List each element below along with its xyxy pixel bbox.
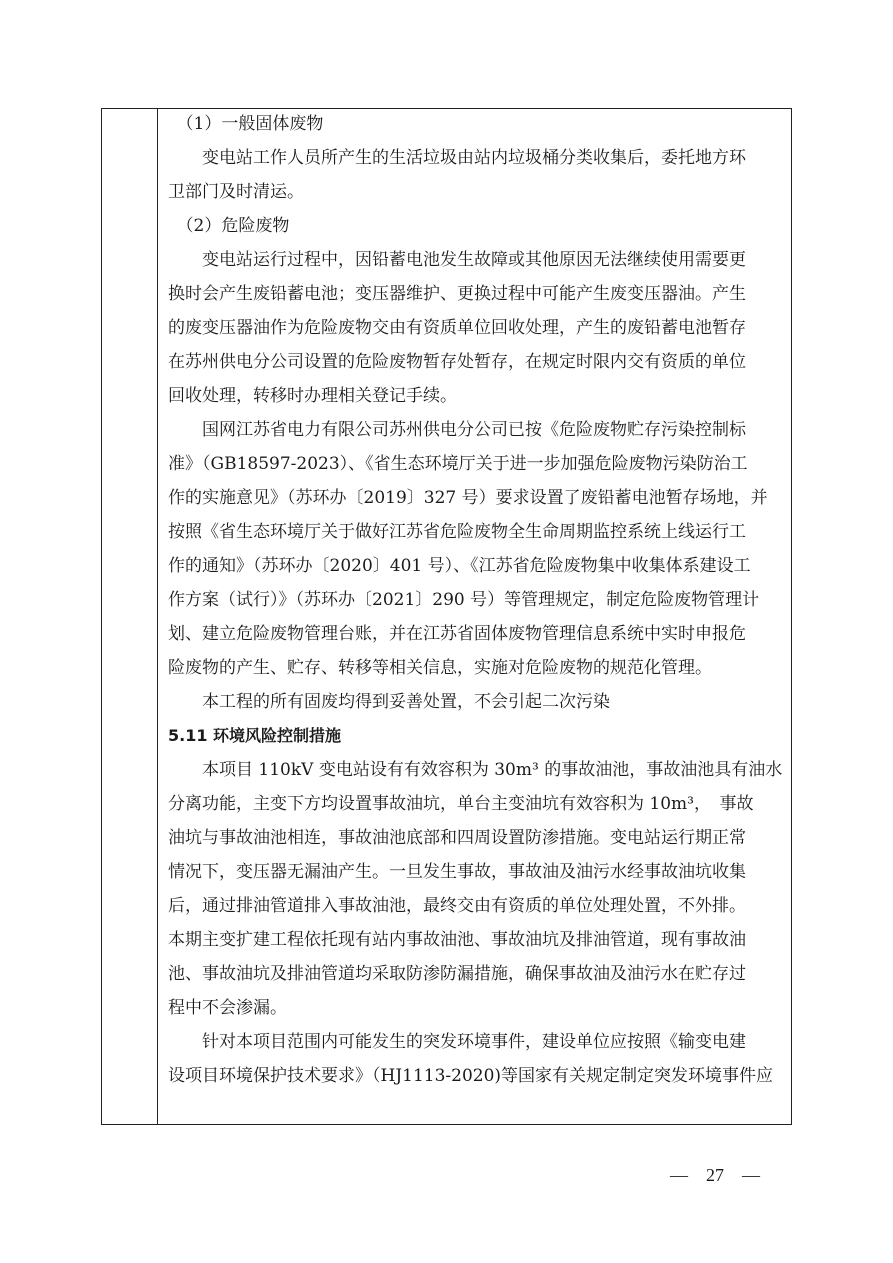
paragraph-line: 变电站运行过程中，因铅蓄电池发生故障或其他原因无法继续使用需要更 bbox=[168, 250, 746, 270]
paragraph-line: 按照《省生态环境厅关于做好江苏省危险废物全生命周期监控系统上线运行工 bbox=[168, 522, 746, 542]
table-content-cell bbox=[168, 109, 786, 1124]
paragraph-line: 卫部门及时清运。 bbox=[168, 182, 304, 202]
paragraph-line: 后，通过排油管道排入事故油池，最终交由有资质的单位处理处置，不外排。 bbox=[168, 896, 746, 916]
subheading-hazardous-waste: （2）危险废物 bbox=[168, 216, 290, 236]
paragraph-line: 划、建立危险废物管理台账，并在江苏省固体废物管理信息系统中实时申报危 bbox=[168, 624, 746, 644]
page-number: — 27 — bbox=[670, 1165, 760, 1185]
paragraph-line: 本工程的所有固废均得到妥善处置，不会引起二次污染 bbox=[168, 692, 610, 712]
section-heading-5-11: 5.11 环境风险控制措施 bbox=[168, 726, 342, 745]
paragraph-line: 设项目环境保护技术要求》（HJ1113-2020)等国家有关规定制定突发环境事件应 bbox=[168, 1066, 774, 1086]
paragraph-line: 换时会产生废铅蓄电池；变压器维护、更换过程中可能产生废变压器油。产生 bbox=[168, 284, 746, 304]
paragraph-line: 回收处理，转移时办理相关登记手续。 bbox=[168, 386, 457, 406]
table-left-column bbox=[102, 109, 158, 1124]
paragraph-line: 本项目 110kV 变电站设有有效容积为 30m³ 的事故油池，事故油池具有油水 bbox=[168, 760, 783, 780]
paragraph-line: 本期主变扩建工程依托现有站内事故油池、事故油坑及排油管道，现有事故油 bbox=[168, 930, 746, 950]
paragraph-line: 油坑与事故油池相连，事故油池底部和四周设置防渗措施。变电站运行期正常 bbox=[168, 828, 746, 848]
paragraph-line: 针对本项目范围内可能发生的突发环境事件，建设单位应按照《输变电建 bbox=[168, 1032, 746, 1052]
paragraph-line: 作方案（试行）》（苏环办〔2021〕290 号）等管理规定，制定危险废物管理计 bbox=[168, 590, 760, 610]
paragraph-line: 程中不会渗漏。 bbox=[168, 998, 287, 1018]
paragraph-line: 在苏州供电分公司设置的危险废物暂存处暂存，在规定时限内交有资质的单位 bbox=[168, 352, 746, 372]
paragraph-line: 作的实施意见》（苏环办〔2019〕327 号）要求设置了废铅蓄电池暂存场地，并 bbox=[168, 488, 768, 508]
paragraph-line: 情况下，变压器无漏油产生。一旦发生事故，事故油及油污水经事故油坑收集 bbox=[168, 862, 746, 882]
subheading-general-solid-waste: （1）一般固体废物 bbox=[168, 114, 324, 134]
paragraph-line: 险废物的产生、贮存、转移等相关信息，实施对危险废物的规范化管理。 bbox=[168, 658, 712, 678]
paragraph-line: 变电站工作人员所产生的生活垃圾由站内垃圾桶分类收集后，委托地方环 bbox=[168, 148, 746, 168]
paragraph-line: 分离功能，主变下方均设置事故油坑，单台主变油坑有效容积为 10m³， 事故 bbox=[168, 794, 754, 814]
content-table bbox=[101, 108, 792, 1125]
paragraph-line: 国网江苏省电力有限公司苏州供电分公司已按《危险废物贮存污染控制标 bbox=[168, 420, 746, 440]
paragraph-line: 池、事故油坑及排油管道均采取防渗防漏措施，确保事故油及油污水在贮存过 bbox=[168, 964, 746, 984]
paragraph-line: 的废变压器油作为危险废物交由有资质单位回收处理，产生的废铅蓄电池暂存 bbox=[168, 318, 746, 338]
paragraph-line: 准》（GB18597-2023）、《省生态环境厅关于进一步加强危险废物污染防治工 bbox=[168, 454, 748, 474]
paragraph-line: 作的通知》（苏环办〔2020〕401 号）、《江苏省危险废物集中收集体系建设工 bbox=[168, 556, 751, 576]
